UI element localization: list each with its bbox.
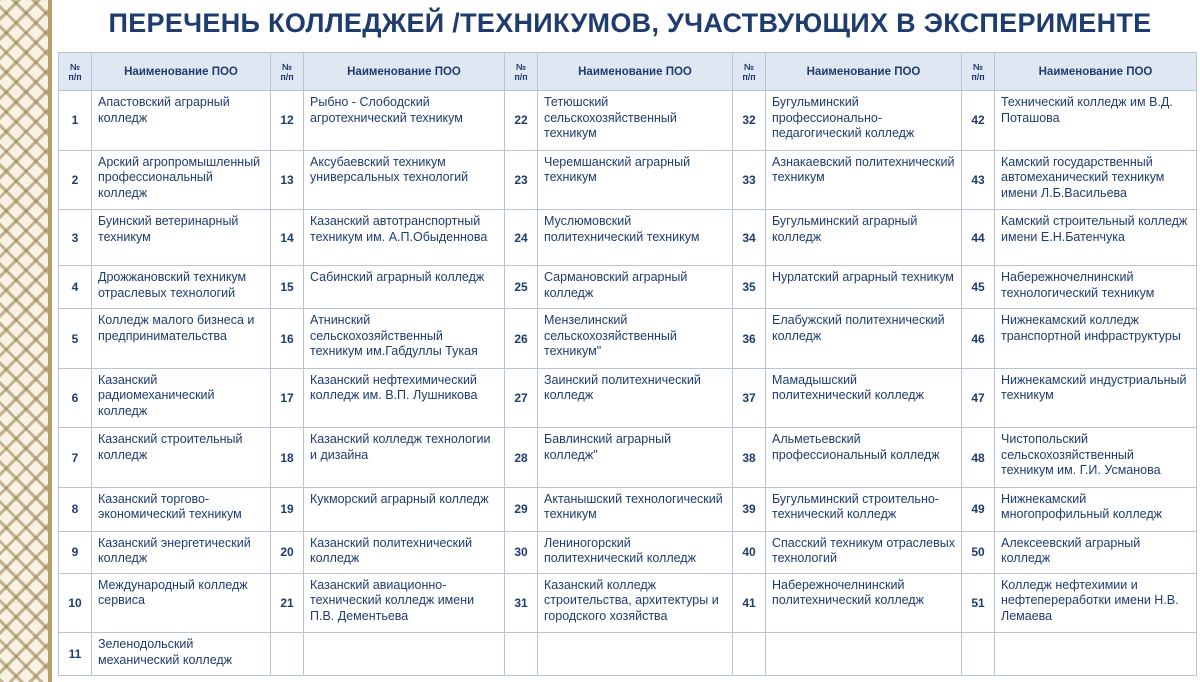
row-number: 16	[271, 309, 304, 369]
college-name: Чистопольский сельскохозяйственный техникум им. Г.И. Усманова	[995, 428, 1197, 488]
college-name: Дрожжановский техникум отраслевых технологий	[92, 266, 271, 309]
college-name: Набережночелнинский политехнический колледж	[766, 573, 962, 633]
college-name: Казанский строительный колледж	[92, 428, 271, 488]
col-header-number: № п/п	[962, 53, 995, 91]
row-number: 35	[733, 266, 766, 309]
college-name: Апастовский аграрный колледж	[92, 91, 271, 151]
college-name: Мамадышский политехнический колледж	[766, 368, 962, 428]
college-name: Азнакаевский политехнический техникум	[766, 150, 962, 210]
college-name: Аксубаевский техникум универсальных технологий	[304, 150, 505, 210]
college-name: Елабужский политехнический колледж	[766, 309, 962, 369]
row-number: 17	[271, 368, 304, 428]
table-row	[59, 531, 1197, 573]
table-row	[59, 368, 1197, 428]
college-name: Бугульминский строительно-технический колледж	[766, 487, 962, 531]
table-header-row	[59, 53, 1197, 91]
col-header-number: № п/п	[59, 53, 92, 91]
row-number: 32	[733, 91, 766, 151]
college-name: Атнинский сельскохозяйственный техникум им.Габдуллы Тукая	[304, 309, 505, 369]
row-number: 33	[733, 150, 766, 210]
table-row	[59, 428, 1197, 488]
college-name: Казанский колледж технологии и дизайна	[304, 428, 505, 488]
row-number: 28	[505, 428, 538, 488]
row-number: 31	[505, 573, 538, 633]
college-name: Колледж нефтехимии и нефтепереработки имени Н.В. Лемаева	[995, 573, 1197, 633]
college-name: Альметьевский профессиональный колледж	[766, 428, 962, 488]
row-number: 12	[271, 91, 304, 151]
college-name: Казанский радиомеханический колледж	[92, 368, 271, 428]
college-name: Бугульминский аграрный колледж	[766, 210, 962, 266]
row-number: 36	[733, 309, 766, 369]
college-name: Колледж малого бизнеса и предпринимательства	[92, 309, 271, 369]
college-name: Казанский авиационно-технический колледж имени П.В. Дементьева	[304, 573, 505, 633]
row-number: 47	[962, 368, 995, 428]
college-name	[766, 633, 962, 676]
col-header-name: Наименование ПОО	[92, 53, 271, 91]
row-number: 24	[505, 210, 538, 266]
college-name: Алексеевский аграрный колледж	[995, 531, 1197, 573]
college-name	[304, 633, 505, 676]
college-name: Актанышский технологический техникум	[538, 487, 733, 531]
col-header-name: Наименование ПОО	[538, 53, 733, 91]
row-number	[271, 633, 304, 676]
row-number: 44	[962, 210, 995, 266]
row-number: 29	[505, 487, 538, 531]
college-name: Нижнекамский индустриальный техникум	[995, 368, 1197, 428]
college-name: Международный колледж сервиса	[92, 573, 271, 633]
colleges-table	[58, 52, 1197, 676]
table-row	[59, 91, 1197, 151]
college-name: Буинский ветеринарный техникум	[92, 210, 271, 266]
row-number: 42	[962, 91, 995, 151]
col-header-name: Наименование ПОО	[304, 53, 505, 91]
college-name	[538, 633, 733, 676]
college-name: Зеленодольский механический колледж	[92, 633, 271, 676]
table-row	[59, 573, 1197, 633]
row-number: 46	[962, 309, 995, 369]
row-number: 9	[59, 531, 92, 573]
row-number: 3	[59, 210, 92, 266]
row-number: 18	[271, 428, 304, 488]
college-name: Кукморский аграрный колледж	[304, 487, 505, 531]
row-number	[505, 633, 538, 676]
row-number: 40	[733, 531, 766, 573]
college-name: Мензелинский сельскохозяйственный техникум"	[538, 309, 733, 369]
row-number: 14	[271, 210, 304, 266]
college-name: Муслюмовский политехнический техникум	[538, 210, 733, 266]
table-row	[59, 210, 1197, 266]
page-title: ПЕРЕЧЕНЬ КОЛЛЕДЖЕЙ /ТЕХНИКУМОВ, УЧАСТВУЮЩИХ В ЭКСПЕРИМЕНТЕ	[108, 8, 1152, 38]
table-row	[59, 266, 1197, 309]
row-number: 49	[962, 487, 995, 531]
row-number: 41	[733, 573, 766, 633]
row-number: 50	[962, 531, 995, 573]
row-number: 11	[59, 633, 92, 676]
col-header-number: № п/п	[733, 53, 766, 91]
table-row	[59, 487, 1197, 531]
college-name: Нижнекамский колледж транспортной инфраструктуры	[995, 309, 1197, 369]
table-row	[59, 150, 1197, 210]
college-name: Лениногорский политехнический колледж	[538, 531, 733, 573]
row-number: 38	[733, 428, 766, 488]
college-name: Казанский автотранспортный техникум им. А.П.Обыденнова	[304, 210, 505, 266]
college-name: Нижнекамский многопрофильный колледж	[995, 487, 1197, 531]
col-header-name: Наименование ПОО	[766, 53, 962, 91]
college-name	[995, 633, 1197, 676]
college-name: Нурлатский аграрный техникум	[766, 266, 962, 309]
row-number: 10	[59, 573, 92, 633]
row-number: 25	[505, 266, 538, 309]
row-number: 22	[505, 91, 538, 151]
row-number: 8	[59, 487, 92, 531]
college-name: Бугульминский профессионально-педагогический колледж	[766, 91, 962, 151]
row-number: 34	[733, 210, 766, 266]
col-header-name: Наименование ПОО	[995, 53, 1197, 91]
row-number: 26	[505, 309, 538, 369]
college-name: Заинский политехнический колледж	[538, 368, 733, 428]
row-number	[962, 633, 995, 676]
row-number: 21	[271, 573, 304, 633]
row-number: 30	[505, 531, 538, 573]
row-number: 37	[733, 368, 766, 428]
row-number	[733, 633, 766, 676]
college-name: Технический колледж им В.Д. Поташова	[995, 91, 1197, 151]
college-name: Бавлинский аграрный колледж"	[538, 428, 733, 488]
college-name: Казанский нефтехимический колледж им. В.П. Лушникова	[304, 368, 505, 428]
row-number: 27	[505, 368, 538, 428]
college-name: Казанский политехнический колледж	[304, 531, 505, 573]
college-name: Рыбно - Слободский агротехнический техникум	[304, 91, 505, 151]
college-name: Сабинский аграрный колледж	[304, 266, 505, 309]
row-number: 4	[59, 266, 92, 309]
college-name: Тетюшский сельскохозяйственный техникум	[538, 91, 733, 151]
row-number: 1	[59, 91, 92, 151]
college-name: Казанский торгово-экономический техникум	[92, 487, 271, 531]
table-row	[59, 309, 1197, 369]
row-number: 19	[271, 487, 304, 531]
college-name: Спасский техникум отраслевых технологий	[766, 531, 962, 573]
row-number: 23	[505, 150, 538, 210]
row-number: 20	[271, 531, 304, 573]
row-number: 45	[962, 266, 995, 309]
row-number: 48	[962, 428, 995, 488]
college-name: Черемшанский аграрный техникум	[538, 150, 733, 210]
row-number: 51	[962, 573, 995, 633]
col-header-number: № п/п	[505, 53, 538, 91]
col-header-number: № п/п	[271, 53, 304, 91]
row-number: 43	[962, 150, 995, 210]
college-name: Сармановский аграрный колледж	[538, 266, 733, 309]
row-number: 2	[59, 150, 92, 210]
college-name: Казанский колледж строительства, архитектуры и городского хозяйства	[538, 573, 733, 633]
row-number: 7	[59, 428, 92, 488]
college-name: Камский строительный колледж имени Е.Н.Батенчука	[995, 210, 1197, 266]
college-name: Набережночелнинский технологический техникум	[995, 266, 1197, 309]
row-number: 39	[733, 487, 766, 531]
row-number: 5	[59, 309, 92, 369]
college-name: Камский государственный автомеханический техникум имени Л.Б.Васильева	[995, 150, 1197, 210]
row-number: 6	[59, 368, 92, 428]
table-row	[59, 633, 1197, 676]
row-number: 13	[271, 150, 304, 210]
college-name: Арский агропромышленный профессиональный колледж	[92, 150, 271, 210]
row-number: 15	[271, 266, 304, 309]
decorative-ornament-border	[0, 0, 52, 682]
college-name: Казанский энергетический колледж	[92, 531, 271, 573]
